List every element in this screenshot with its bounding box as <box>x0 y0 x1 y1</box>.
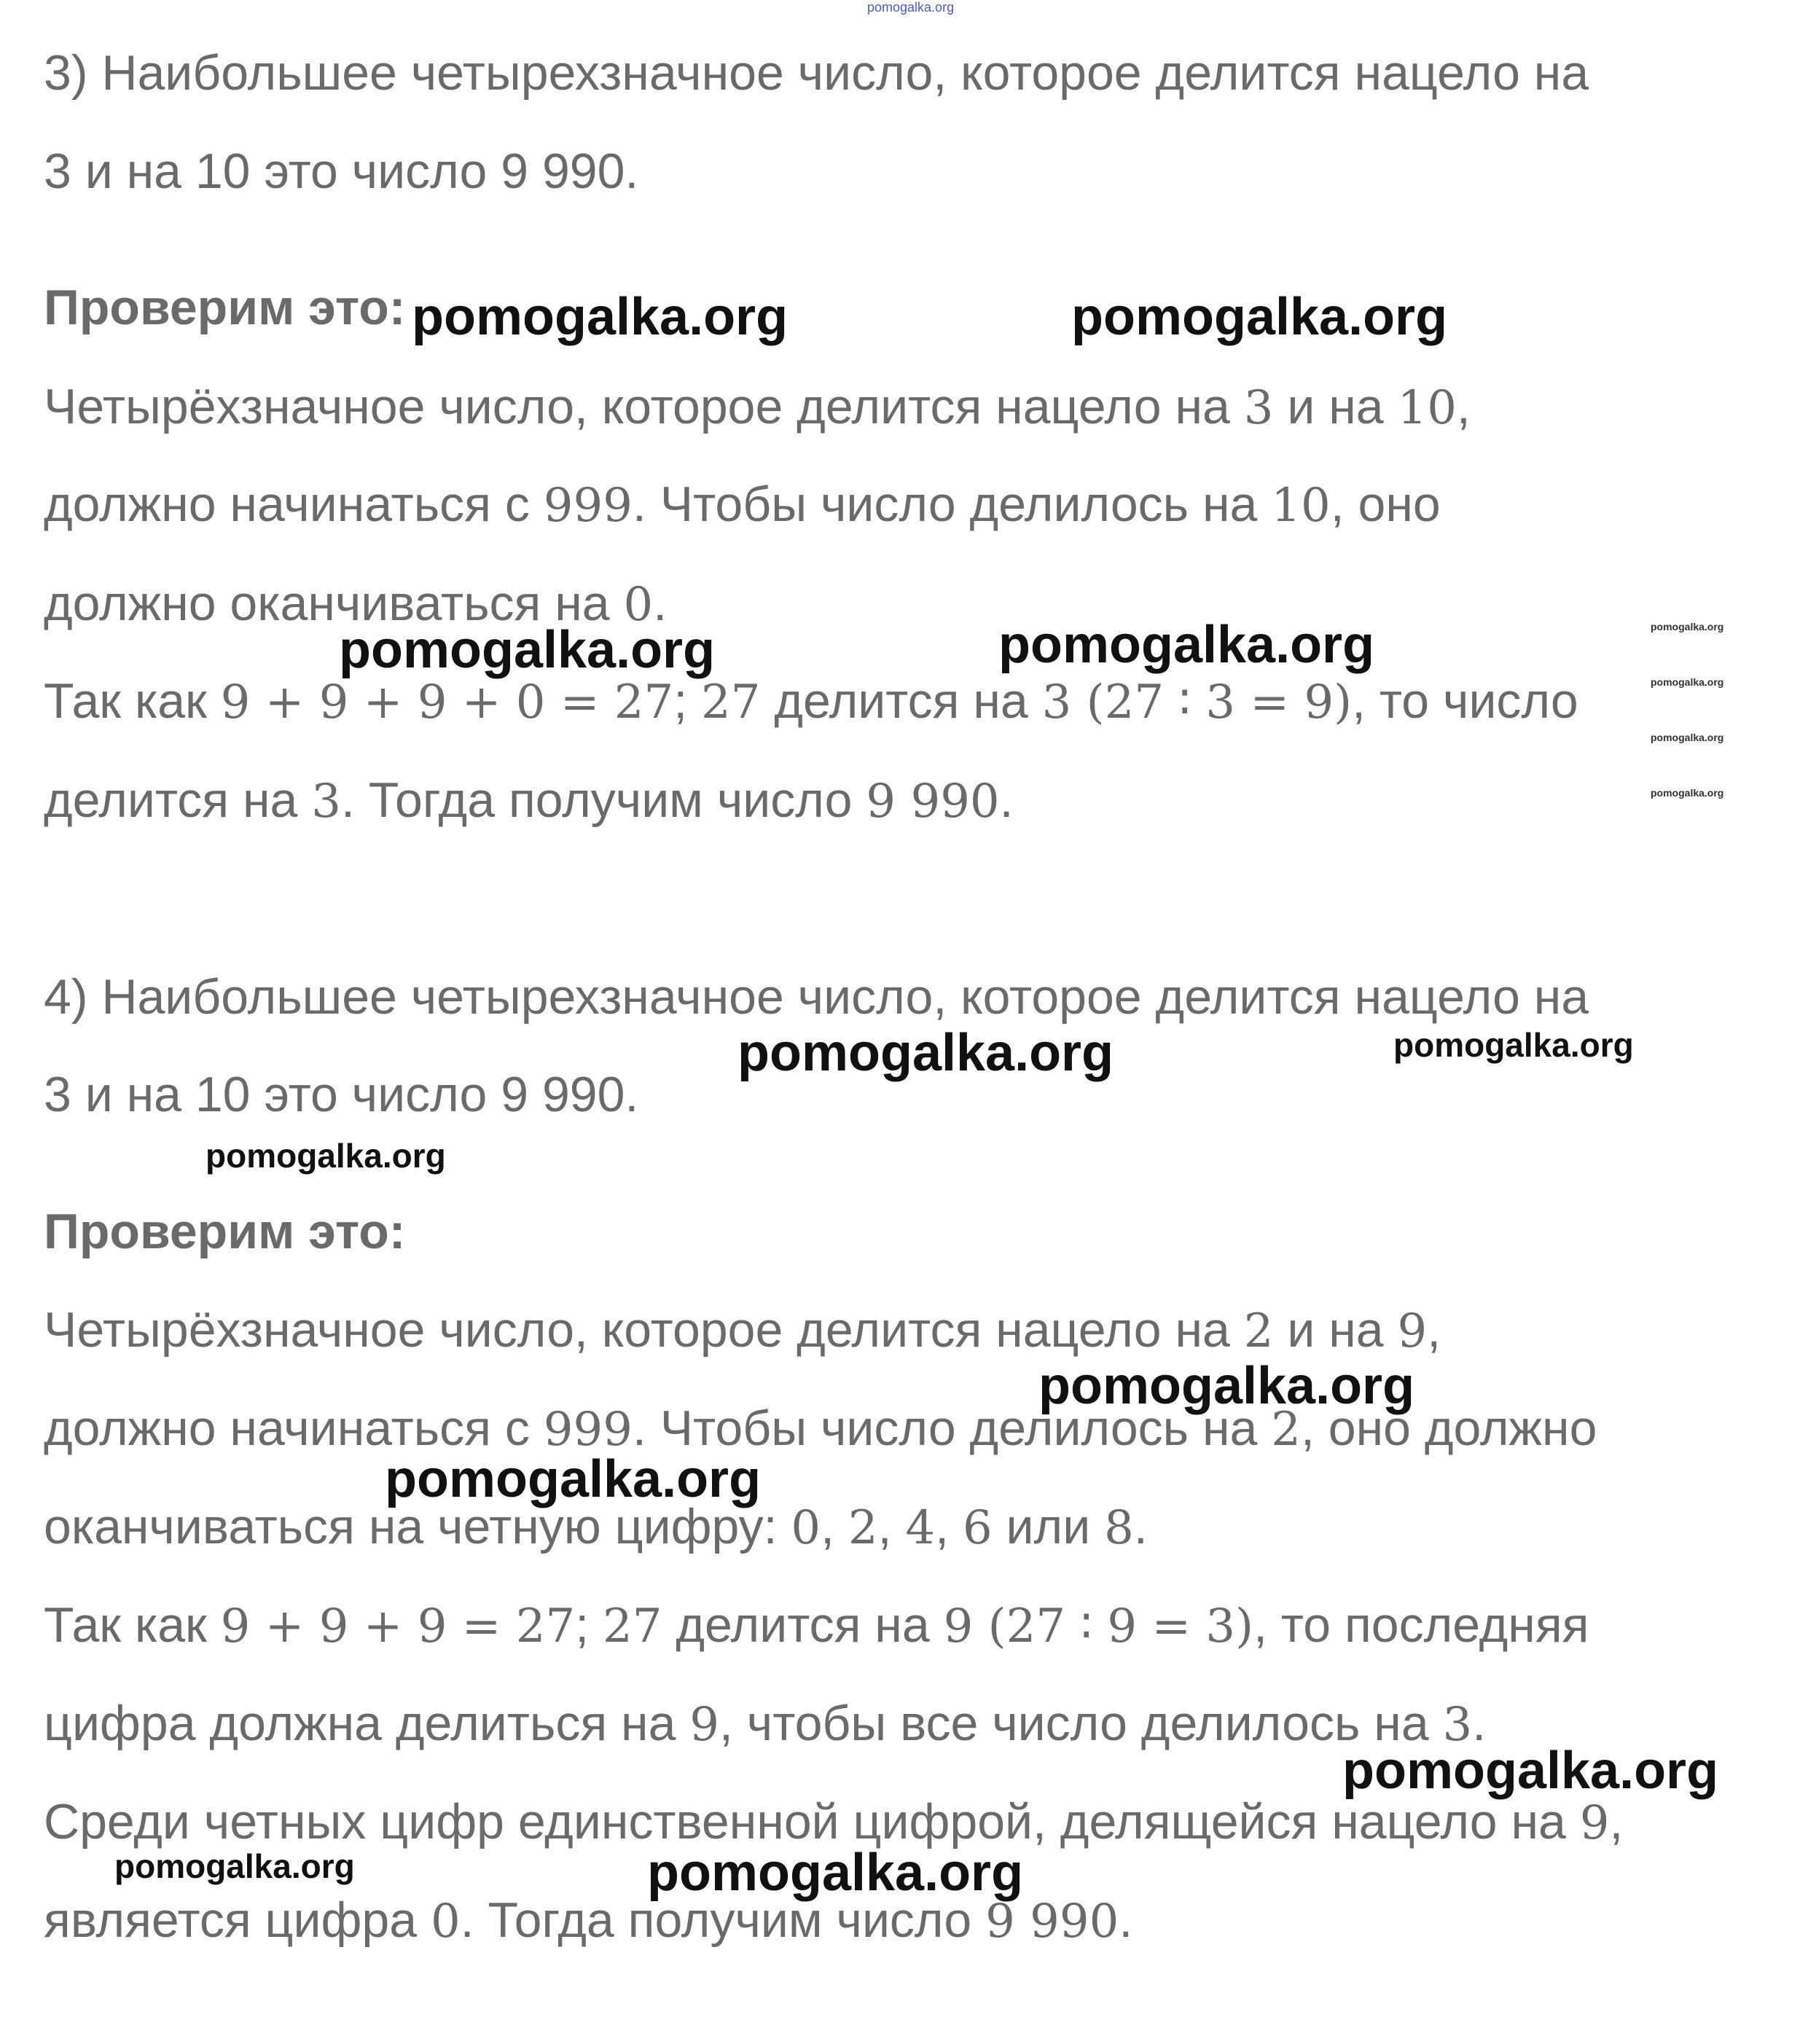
watermark: pomogalka.org <box>114 1847 355 1885</box>
section4-check-line4: Так как 9 + 9 + 9 = 27; 27 делится на 9 (27 ∶ 9 = 3), то последняя <box>44 1597 1589 1653</box>
section4-check-line5: цифра должна делиться на 9, чтобы все число делилось на 3. <box>44 1696 1487 1752</box>
watermark: pomogalka.org <box>1342 1742 1719 1800</box>
watermark: pomogalka.org <box>412 288 788 346</box>
section3-check-heading: Проверим это: <box>44 280 406 335</box>
watermark: pomogalka.org <box>1071 288 1448 346</box>
watermark-small: pomogalka.org <box>1651 676 1724 688</box>
section4-check-line2: должно начинаться с 999. Чтобы число делилось на 2, оно должно <box>44 1401 1597 1457</box>
watermark-small: pomogalka.org <box>1651 732 1724 743</box>
watermark: pomogalka.org <box>1038 1357 1415 1415</box>
watermark: pomogalka.org <box>737 1024 1114 1082</box>
section4-statement-line2: 3 и на 10 это число 9 990. <box>44 1067 639 1122</box>
section4-statement-line1: 4) Наибольшее четырехзначное число, которое делится нацело на <box>44 969 1589 1025</box>
section4-check-heading: Проверим это: <box>44 1204 406 1259</box>
section3-statement-line2: 3 и на 10 это число 9 990. <box>44 144 639 199</box>
watermark: pomogalka.org <box>385 1450 762 1508</box>
section4-check-line1: Четырёхзначное число, которое делится нацело на 2 и на 9, <box>44 1302 1441 1358</box>
watermark-top: pomogalka.org <box>867 0 955 15</box>
watermark: pomogalka.org <box>647 1844 1024 1902</box>
section3-statement-line1: 3) Наибольшее четырехзначное число, которое делится нацело на <box>44 45 1589 101</box>
section4-check-line6: Среди четных цифр единственной цифрой, делящейся нацело на 9, <box>44 1794 1624 1850</box>
section3-check-line4: Так как 9 + 9 + 9 + 0 = 27; 27 делится на 3 (27 ∶ 3 = 9), то число <box>44 673 1578 729</box>
watermark: pomogalka.org <box>339 621 716 679</box>
watermark-small: pomogalka.org <box>1651 787 1724 799</box>
watermark: pomogalka.org <box>206 1137 446 1175</box>
section3-check-line5: делится на 3. Тогда получим число 9 990. <box>44 772 1014 829</box>
section3-check-line1: Четырёхзначное число, которое делится нацело на 3 и на 10, <box>44 379 1471 435</box>
section3-check-line2: должно начинаться с 999. Чтобы число делилось на 10, оно <box>44 477 1441 533</box>
watermark: pomogalka.org <box>1393 1026 1634 1064</box>
watermark: pomogalka.org <box>998 616 1375 674</box>
section4-check-line7: является цифра 0. Тогда получим число 9 990. <box>44 1892 1133 1949</box>
section3-check-line3: должно оканчиваться на 0. <box>44 576 668 632</box>
watermark-small: pomogalka.org <box>1651 621 1724 633</box>
section4-check-line3: оканчиваться на четную цифру: 0, 2, 4, 6 или 8. <box>44 1499 1148 1555</box>
